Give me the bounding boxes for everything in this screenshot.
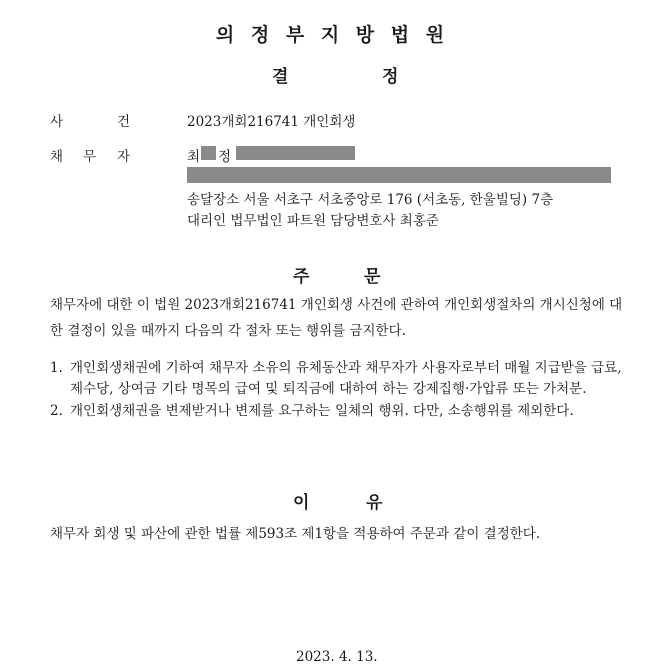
reason-heading-left: 이 xyxy=(293,493,310,513)
order-intro: 채무자에 대한 이 법원 2023개회216741 개인회생 사건에 관하여 개인회생절차의 개시신청에 대한 결정이 있을 때까지 다음의 각 절차 또는 행위를 금지한다. xyxy=(50,297,623,339)
order-item-2-number: 2. xyxy=(50,403,63,419)
redaction-name-middle xyxy=(201,146,216,160)
debtor-name-first: 최 xyxy=(187,149,201,165)
redaction-address xyxy=(187,167,611,183)
debtor-label-b: 무 xyxy=(83,149,97,165)
decision-date: 2023. 4. 13. xyxy=(296,649,378,665)
doc-type-right: 정 xyxy=(382,67,399,87)
order-item-1-text: 개인회생채권에 기하여 채무자 소유의 유체동산과 채무자가 사용자로부터 매월 지급받을 급료, 제수당, 상여금 기타 명목의 급여 및 퇴직금에 대하여 하는 강제집행·가압류 또는 가처분. xyxy=(70,360,622,397)
redaction-resident-number xyxy=(236,146,355,160)
debtor-label-c: 자 xyxy=(117,149,131,165)
court-name: 의 정 부 지 방 법 원 xyxy=(215,24,450,46)
debtor-agent: 대리인 법무법인 파트원 담당변호사 최홍준 xyxy=(187,213,439,229)
order-heading-right: 문 xyxy=(364,267,381,287)
case-label-a: 사 xyxy=(50,114,64,130)
debtor-label-a: 채 xyxy=(50,149,64,165)
delivery-place: 송달장소 서울 서초구 서초중앙로 176 (서초동, 한울빌딩) 7층 xyxy=(187,192,554,208)
order-item-2-text: 개인회생채권을 변제받거나 변제를 요구하는 일체의 행위. 다만, 소송행위를 제외한다. xyxy=(70,403,574,419)
order-list xyxy=(50,358,625,423)
case-value: 2023개회216741 개인회생 xyxy=(187,114,356,130)
case-label-b: 건 xyxy=(117,114,131,130)
reason-heading-right: 유 xyxy=(366,493,383,513)
order-item-2 xyxy=(50,401,625,422)
doc-type-left: 결 xyxy=(272,67,289,87)
reason-text: 채무자 회생 및 파산에 관한 법률 제593조 제1항을 적용하여 주문과 같이 결정한다. xyxy=(50,526,541,542)
order-heading-left: 주 xyxy=(293,267,310,287)
order-item-1-number: 1. xyxy=(50,360,63,376)
debtor-name-last: 정 xyxy=(218,149,232,165)
order-item-1 xyxy=(50,358,625,400)
